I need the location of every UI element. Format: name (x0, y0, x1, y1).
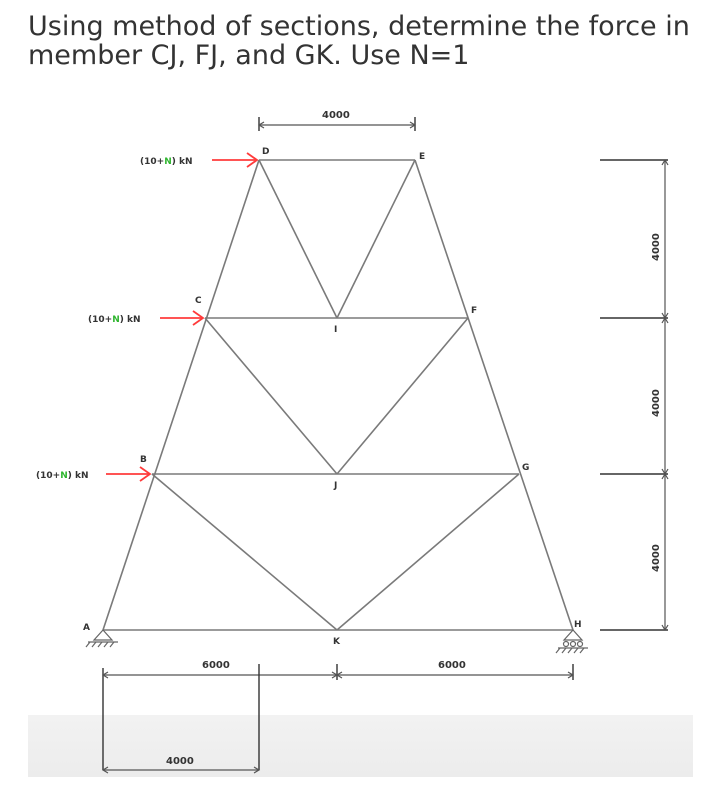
truss-members (103, 160, 573, 630)
dimension-bottom-left-label: 6000 (202, 660, 230, 671)
node-label-D: D (262, 147, 270, 157)
member-BK (152, 474, 337, 630)
node-label-G: G (522, 463, 530, 473)
node-label-E: E (419, 152, 426, 162)
node-label-J: J (334, 481, 338, 491)
member-GK (337, 474, 519, 630)
member-FJ (337, 318, 468, 474)
node-label-K: K (333, 637, 340, 647)
load-label-B: (10+N) kN (36, 471, 89, 481)
node-label-F: F (471, 306, 478, 316)
load-label-C: (10+N) kN (88, 315, 141, 325)
node-label-A: A (83, 623, 90, 633)
dimension-lower-left (103, 767, 259, 773)
member-CJ (205, 318, 337, 474)
question-text: Using method of sections, determine the force in member CJ, FJ, and GK. Use N=1 (28, 11, 690, 71)
dimension-height-3: 4000 (651, 544, 662, 572)
support-H (556, 630, 588, 653)
dimension-height-2: 4000 (651, 389, 662, 417)
load-arrow-C (160, 311, 203, 325)
load-arrow-B (106, 467, 150, 481)
member-DI (259, 160, 337, 318)
dimension-bottom-right-label: 6000 (438, 660, 466, 671)
dimension-height-1: 4000 (651, 233, 662, 261)
node-label-I: I (334, 325, 338, 335)
dimension-lower-left-label: 4000 (166, 756, 194, 767)
dimension-top-label: 4000 (322, 110, 350, 121)
support-A (86, 630, 118, 647)
load-label-D: (10+N) kN (140, 157, 193, 167)
load-arrow-D (212, 153, 257, 167)
node-label-C: C (195, 296, 202, 306)
node-label-B: B (140, 455, 147, 465)
member-H-E (415, 160, 573, 630)
member-EI (337, 160, 415, 318)
node-label-H: H (574, 620, 582, 630)
member-A-D (103, 160, 259, 630)
dimension-bottom (103, 664, 573, 770)
